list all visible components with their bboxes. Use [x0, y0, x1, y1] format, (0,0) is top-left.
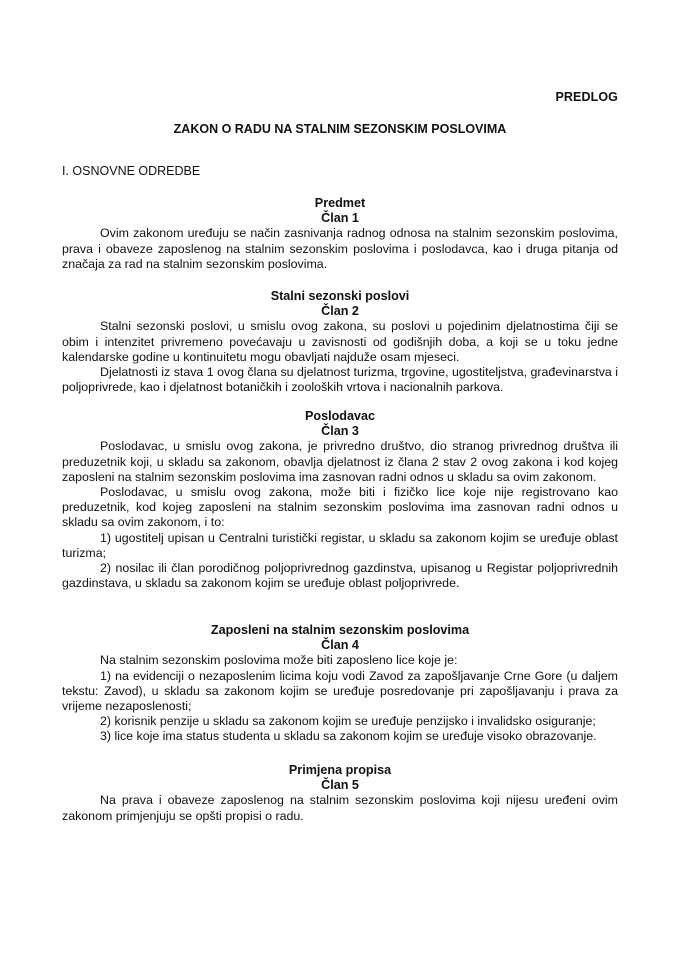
article-number: Član 4 [321, 638, 359, 653]
article-paragraph: Na prava i obaveze zaposlenog na stalnim sezonskim poslovima koji nijesu uređeni ovim zakonom primjenjuju se opšti propisi o radu. [62, 793, 618, 823]
article-paragraph: Djelatnosti iz stava 1 ovog člana su djelatnost turizma, trgovine, ugostiteljstva, građevinarstva i poljoprivrede, kao i djelatnost botaničkih i zooloških vrtova i nacionalnih parkova. [62, 365, 618, 395]
article-list-item: 1) na evidenciji o nezaposlenim licima koju vodi Zavod za zapošljavanje Crne Gore (u daljem tekstu: Zavod), u skladu sa zakonom kojim se uređuje posredovanje pri zapošljavanju i prava za vrijeme nezaposlenosti; [62, 668, 618, 714]
section-title: I. OSNOVNE ODREDBE [62, 164, 201, 178]
article-list-item: 2) nosilac ili član porodičnog poljoprivrednog gazdinstva, upisanog u Registar poljoprivrednih gazdinstava, u skladu sa zakonom kojim se uređuje oblast poljoprivrede. [62, 561, 618, 591]
article-paragraph: Poslodavac, u smislu ovog zakona, je privredno društvo, dio stranog privrednog društva ili preduzetnik koji, u skladu sa zakonom, obavlja djelatnost iz člana 2 stav 2 ovog zakona i kod kojeg zaposleni na stalnim sezonskim poslovima ima zasnovan radni odnos u skladu sa ovim zakonom. [62, 439, 618, 484]
article-5 [62, 763, 618, 824]
article-paragraph: Stalni sezonski poslovi, u smislu ovog zakona, su poslovi u pojedinim djelatnostima čiji se obim i intenzitet privremeno povećavaju u zavisnosti od godišnjih doba, a koji se u toku jedne kalendarske godine u kontinuitetu mogu obavljati najduže osam mjeseci. [62, 319, 618, 364]
document-title: ZAKON O RADU NA STALNIM SEZONSKIM POSLOVIMA [173, 122, 507, 136]
article-list-item: 3) lice koje ima status studenta u skladu sa zakonom kojim se uređuje visoko obrazovanje. [100, 729, 597, 744]
article-number: Član 1 [321, 211, 359, 226]
article-1 [62, 196, 618, 272]
article-heading: Primjena propisa [288, 763, 392, 777]
article-paragraph: Poslodavac, u smislu ovog zakona, može biti i fizičko lice koje nije registrovano kao preduzetnik, kod kojeg zaposleni na stalnim sezonskim poslovima ima zasnovan radni odnos u skladu sa ovim zakonom, i to: [62, 485, 618, 530]
article-number: Član 5 [321, 778, 359, 793]
article-paragraph: Na stalnim sezonskim poslovima može biti zaposleno lice koje je: [100, 653, 458, 668]
article-4 [62, 623, 618, 745]
document-label: PREDLOG [555, 90, 618, 104]
article-heading: Predmet [314, 196, 366, 210]
article-heading: Poslodavac [305, 409, 375, 423]
article-number: Član 3 [321, 424, 359, 439]
article-heading: Stalni sezonski poslovi [270, 289, 410, 303]
article-list-item: 2) korisnik penzije u skladu sa zakonom kojim se uređuje penzijsko i invalidsko osiguranje; [100, 714, 596, 729]
article-heading: Zaposleni na stalnim sezonskim poslovima [210, 623, 470, 637]
article-list-item: 1) ugostitelj upisan u Centralni turistički registar, u skladu sa zakonom kojim se uređuje oblast turizma; [62, 530, 618, 560]
article-2 [62, 289, 618, 395]
article-number: Član 2 [321, 304, 359, 319]
article-paragraph: Ovim zakonom uređuju se način zasnivanja radnog odnosa na stalnim sezonskim poslovima, prava i obaveze zaposlenog na stalnim sezonskim poslovima i poslodavca, kao i druga pitanja od značaja za rad na stalnim sezonskim poslovima. [62, 226, 618, 271]
article-3 [62, 409, 618, 591]
